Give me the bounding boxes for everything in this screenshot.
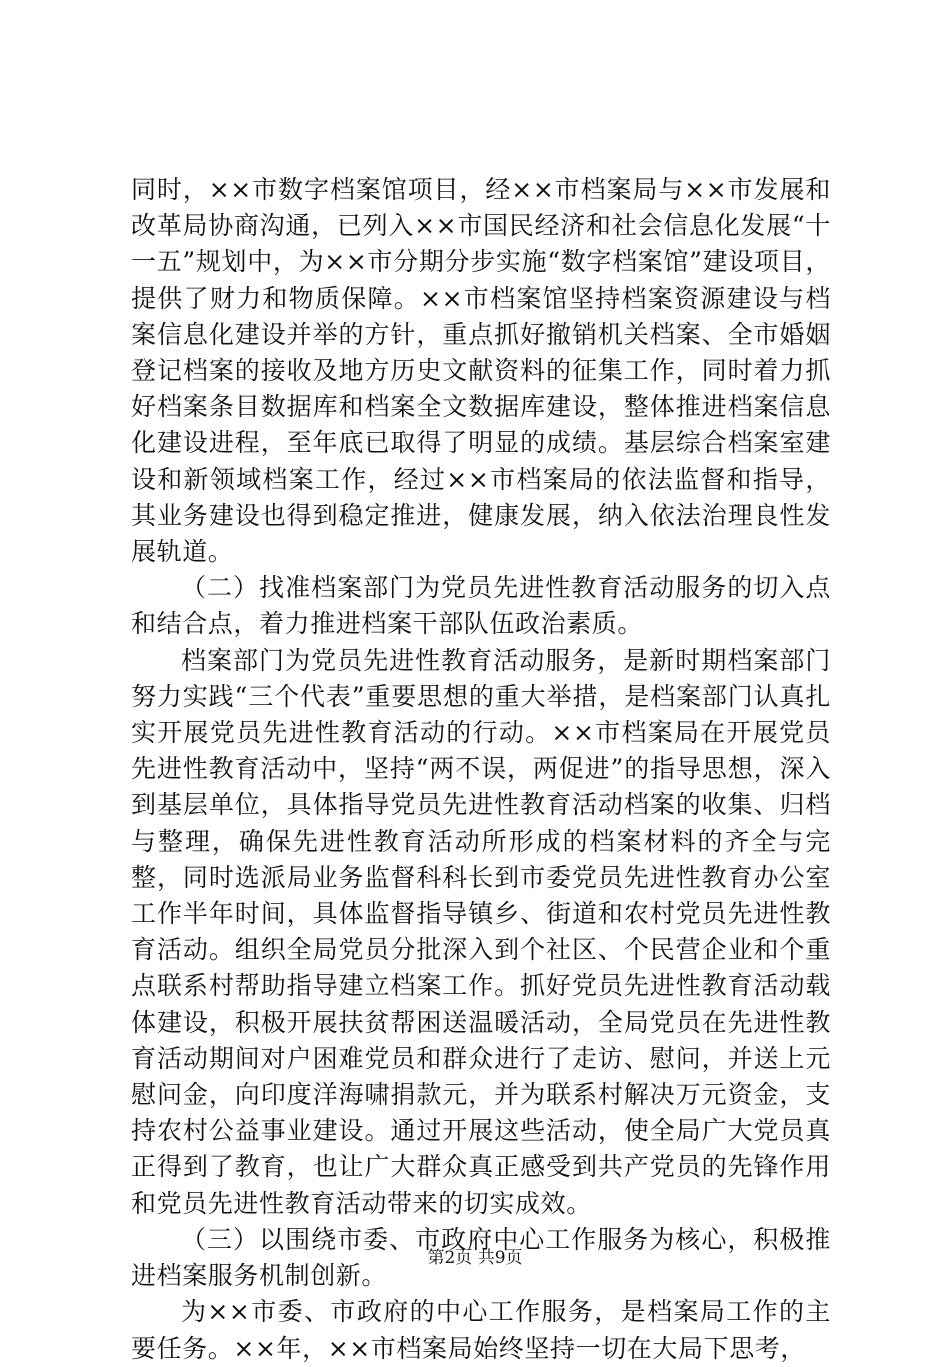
paragraph-3: 档案部门为党员先进性教育活动服务，是新时期档案部门努力实践“三个代表”重要思想的重大举措，是档案部门认真扎实开展党员先进性教育活动的行动。××市档案局在开展党员先进性教育活动中，坚持“两不误，两促进”的指导思想，深入到基层单位，具体指导党员先进性教育活动档案的收集、归档与整理，确保先进性教育活动所形成的档案材料的齐全与完整，同时选派局业务监督科科长到市委党员先进性教育办公室工作半年时间，具体监督指导镇乡、街道和农村党员先进性教育活动。组织全局党员分批深入到个社区、个民营企业和个重点联系村帮助指导建立档案工作。抓好党员先进性教育活动载体建设，积极开展扶贫帮困送温暖活动，全局党员在先进性教育活动期间对户困难党员和群众进行了走访、慰问，并送上元慰问金，向印度洋海啸捐款元，并为联系村解决万元资金，支持农村公益事业建设。通过开展这些活动，使全局广大党员真正得到了教育，也让广大群众真正感受到共产党员的先锋作用和党员先进性教育活动带来的切实成效。 [131,645,831,1218]
paragraph-2-heading: （二）找准档案部门为党员先进性教育活动服务的切入点和结合点，着力推进档案干部队伍政治素质。 [131,573,831,639]
paragraph-4-heading: （三）以围绕市委、市政府中心工作服务为核心，积极推进档案服务机制创新。 [131,1224,831,1291]
page-number-footer: 第2页 共9页 [427,1248,523,1268]
paragraph-5: 为××市委、市政府的中心工作服务，是档案局工作的主要任务。××年，××市档案局始终坚持一切在大局下思考， [131,1297,831,1363]
paragraph-1: 同时，××市数字档案馆项目，经××市档案局与××市发展和改革局协商沟通，已列入××市国民经济和社会信息化发展“十一五”规划中，为××市分期分步实施“数字档案馆”建设项目，提供了财力和物质保障。××市档案馆坚持档案资源建设与档案信息化建设并举的方针，重点抓好撤销机关档案、全市婚姻登记档案的接收及地方历史文献资料的征集工作，同时着力抓好档案条目数据库和档案全文数据库建设，整体推进档案信息化建设进程，至年底已取得了明显的成绩。基层综合档案室建设和新领域档案工作，经过××市档案局的依法监督和指导，其业务建设也得到稳定推进，健康发展，纳入依法治理良性发展轨道。 [131,175,831,567]
document-body [131,172,831,1367]
